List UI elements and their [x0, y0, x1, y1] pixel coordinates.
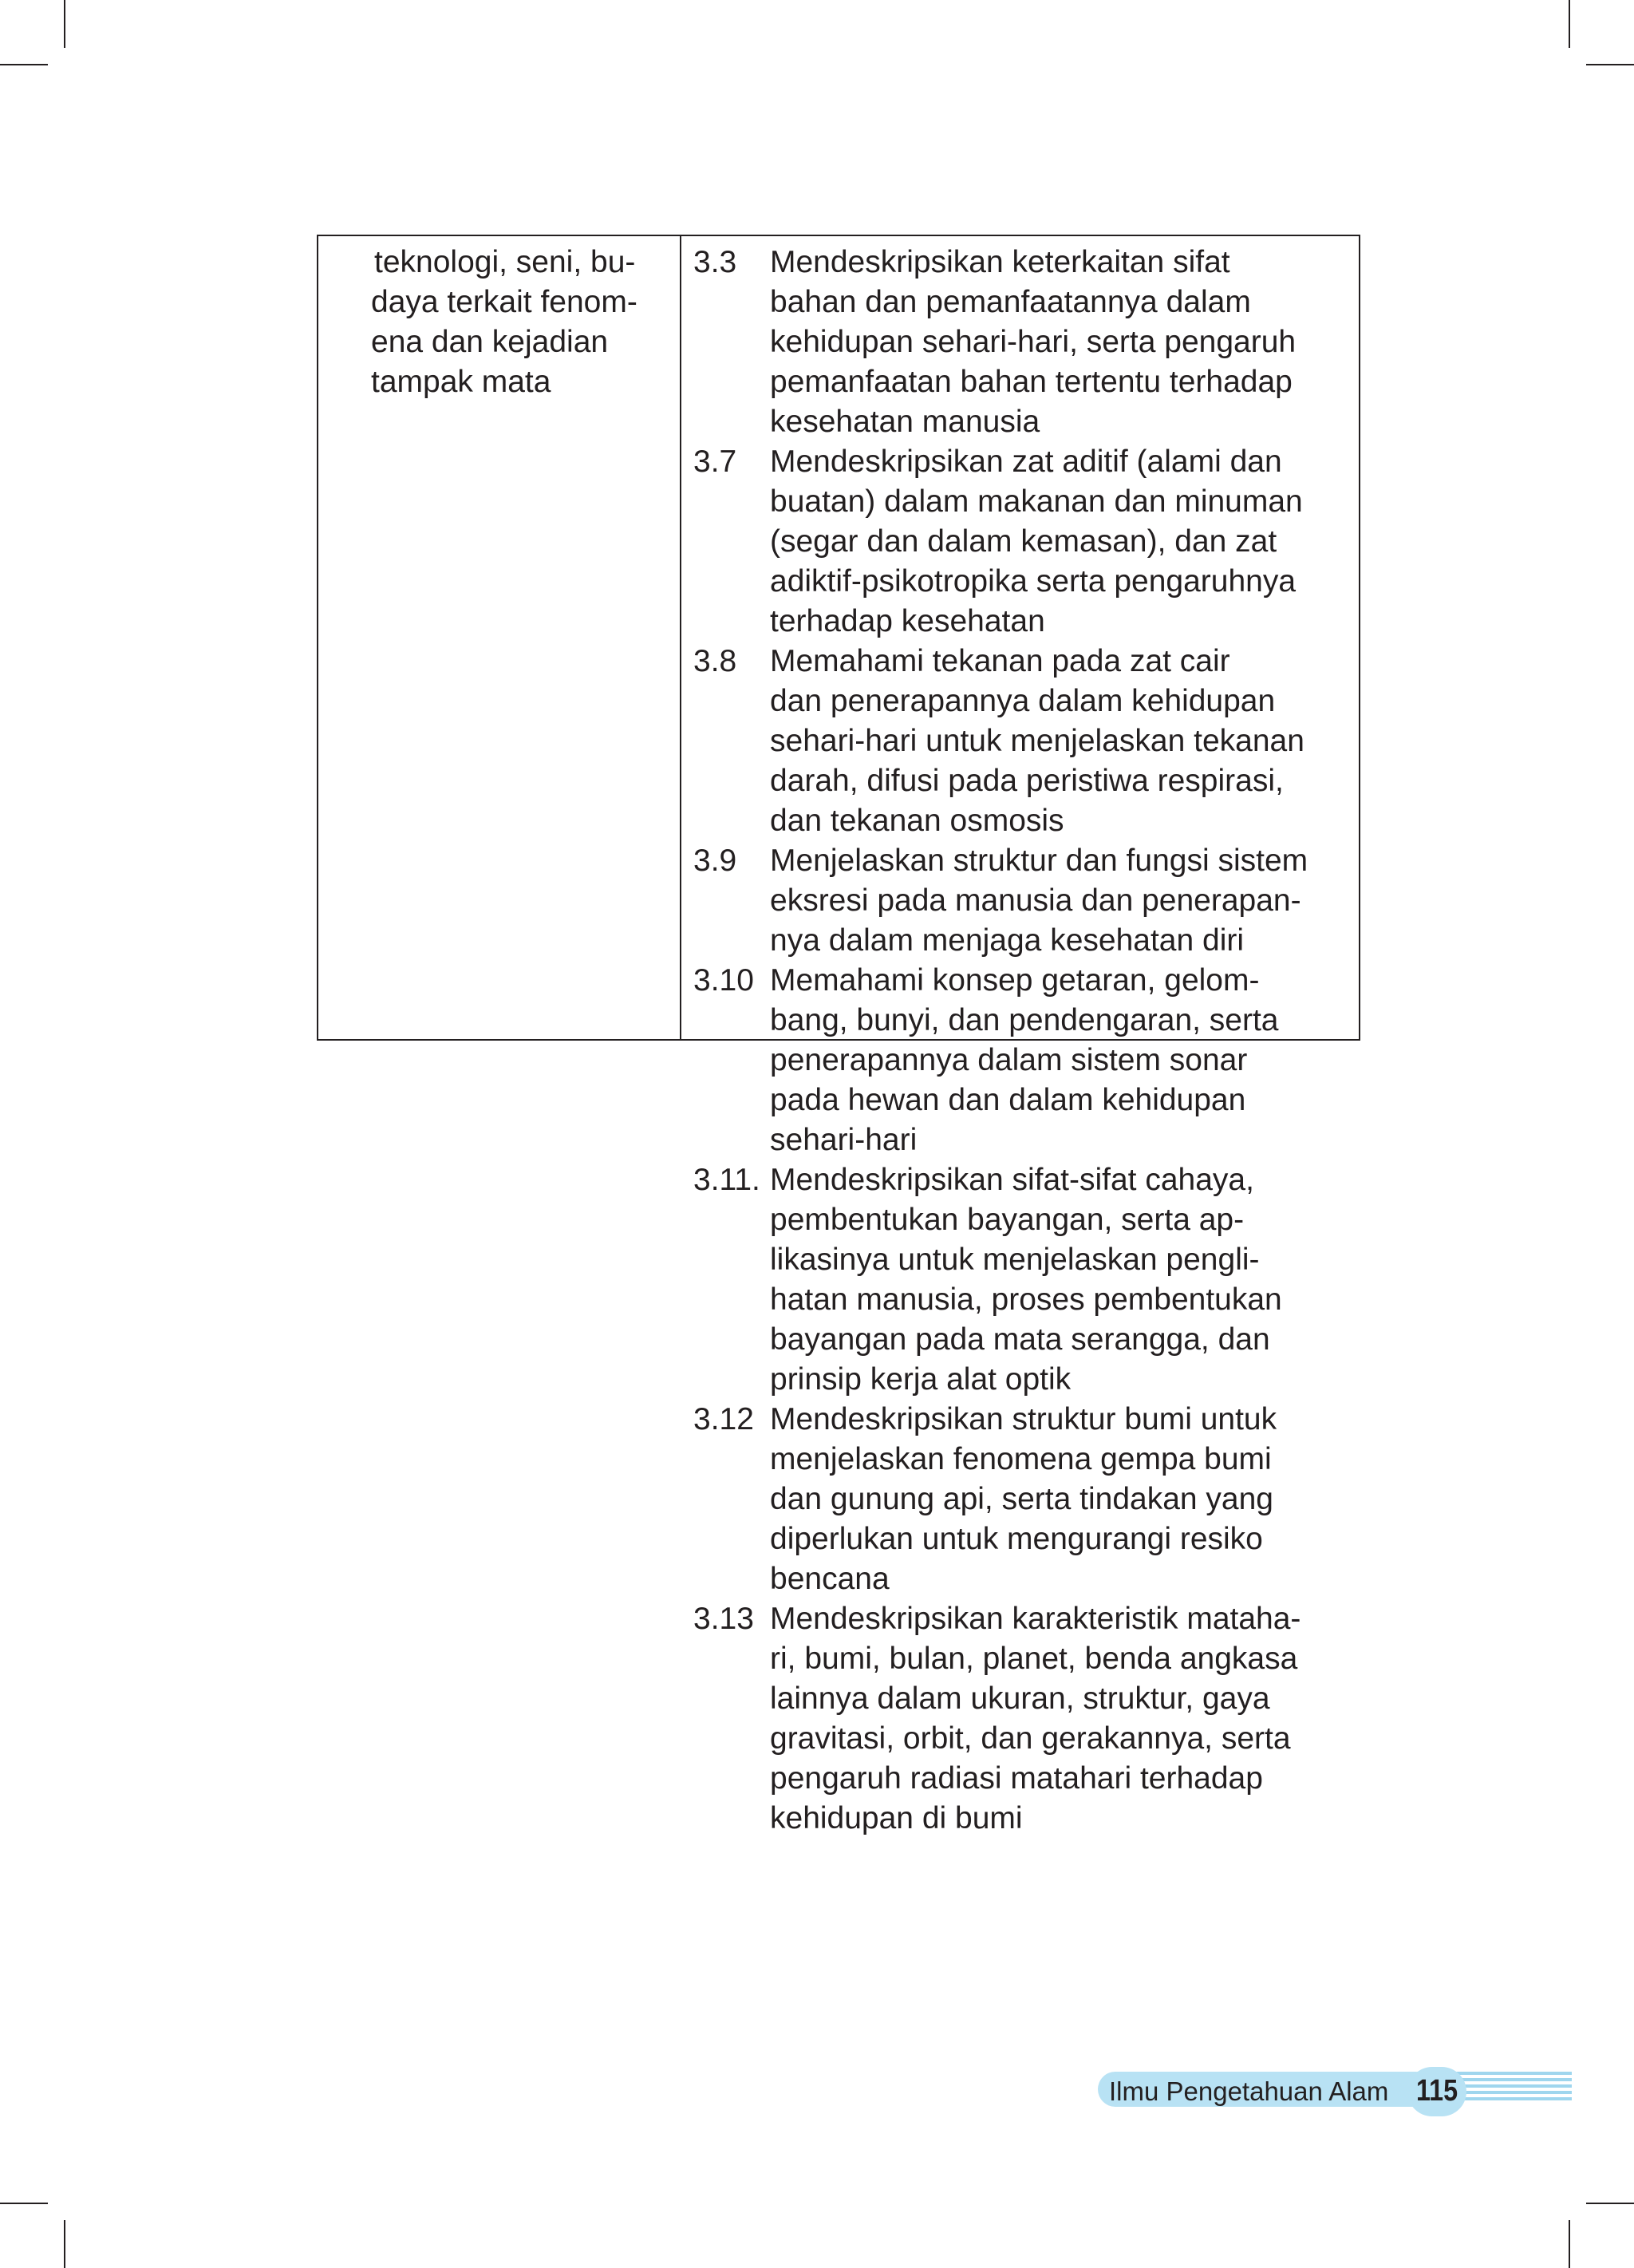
item-number: 3.11.: [693, 1163, 760, 1197]
right-cell: [693, 243, 1356, 1839]
item-line: Memahami tekanan pada zat cair: [770, 644, 1230, 678]
item-line: lainnya dalam ukuran, struktur, gaya: [770, 1681, 1270, 1716]
left-cell-line: daya terkait fenom-: [371, 285, 637, 319]
item-line: diperlukan untuk mengurangi resiko: [770, 1522, 1263, 1556]
item-line: sehari-hari: [770, 1123, 918, 1157]
item-number: 3.12: [693, 1402, 754, 1436]
item-line: gravitasi, orbit, dan gerakannya, serta: [770, 1721, 1291, 1756]
competency-item: [693, 841, 1356, 961]
item-line: nya dalam menjaga kesehatan diri: [770, 923, 1245, 958]
item-number: 3.3: [693, 245, 737, 279]
crop-mark: [64, 0, 65, 48]
competency-item: [693, 1160, 1356, 1400]
item-number: 3.7: [693, 445, 737, 479]
left-cell-line: tampak mata: [371, 365, 551, 399]
competency-item: [693, 1400, 1356, 1599]
item-number: 3.9: [693, 844, 737, 878]
item-line: Memahami konsep getaran, gelom-: [770, 963, 1260, 998]
item-line: dan gunung api, serta tindakan yang: [770, 1482, 1273, 1516]
item-line: Mendeskripsikan zat aditif (alami dan: [770, 445, 1282, 479]
crop-mark: [0, 64, 48, 65]
item-line: sehari-hari untuk menjelaskan tekanan: [770, 724, 1304, 758]
item-line: kesehatan manusia: [770, 405, 1040, 439]
crop-mark: [1569, 0, 1570, 48]
item-line: ri, bumi, bulan, planet, benda angkasa: [770, 1642, 1298, 1676]
item-line: dan tekanan osmosis: [770, 804, 1064, 838]
item-line: terhadap kesehatan: [770, 604, 1045, 638]
item-line: likasinya untuk menjelaskan pengli-: [770, 1243, 1260, 1277]
left-cell: [371, 243, 666, 402]
crop-mark: [64, 2220, 65, 2268]
crop-mark: [1586, 64, 1634, 65]
item-line: buatan) dalam makanan dan minuman: [770, 484, 1303, 519]
competency-item: [693, 642, 1356, 841]
item-line: dan penerapannya dalam kehidupan: [770, 684, 1276, 718]
competency-item: [693, 961, 1356, 1160]
item-line: Mendeskripsikan keterkaitan sifat: [770, 245, 1230, 279]
crop-mark: [1586, 2203, 1634, 2204]
left-cell-line: teknologi, seni, bu-: [374, 245, 636, 279]
item-line: bencana: [770, 1562, 890, 1596]
subject-title: Ilmu Pengetahuan Alam: [1109, 2076, 1389, 2106]
item-line: pemanfaatan bahan tertentu terhadap: [770, 365, 1293, 399]
item-number: 3.8: [693, 644, 737, 678]
item-line: prinsip kerja alat optik: [770, 1362, 1072, 1397]
column-divider: [680, 236, 681, 1039]
crop-mark: [1569, 2220, 1570, 2268]
competency-item: [693, 1599, 1356, 1839]
item-line: eksresi pada manusia dan penerapan-: [770, 883, 1301, 918]
left-cell-line: ena dan kejadian: [371, 325, 609, 359]
item-line: pada hewan dan dalam kehidupan: [770, 1083, 1246, 1117]
competency-table: [317, 235, 1360, 1835]
item-line: pengaruh radiasi matahari terhadap: [770, 1761, 1263, 1796]
item-line: pembentukan bayangan, serta ap-: [770, 1203, 1245, 1237]
item-line: Menjelaskan struktur dan fungsi sistem: [770, 844, 1308, 878]
item-line: adiktif-psikotropika serta pengaruhnya: [770, 564, 1297, 599]
item-line: bang, bunyi, dan pendengaran, serta: [770, 1003, 1279, 1037]
item-line: penerapannya dalam sistem sonar: [770, 1043, 1248, 1077]
item-line: kehidupan di bumi: [770, 1801, 1023, 1835]
item-number: 3.10: [693, 963, 754, 998]
item-line: Mendeskripsikan struktur bumi untuk: [770, 1402, 1277, 1436]
item-line: kehidupan sehari-hari, serta pengaruh: [770, 325, 1297, 359]
crop-mark: [0, 2203, 48, 2204]
item-line: (segar dan dalam kemasan), dan zat: [770, 524, 1277, 559]
item-line: darah, difusi pada peristiwa respirasi,: [770, 764, 1284, 798]
page-number: 115: [1415, 2074, 1458, 2108]
item-line: bahan dan pemanfaatannya dalam: [770, 285, 1251, 319]
item-line: Mendeskripsikan karakteristik mataha-: [770, 1602, 1301, 1636]
competency-item: [693, 442, 1356, 642]
competency-item: [693, 243, 1356, 442]
item-line: Mendeskripsikan sifat-sifat cahaya,: [770, 1163, 1254, 1197]
page-footer: [1098, 2067, 1572, 2116]
item-number: 3.13: [693, 1602, 754, 1636]
item-line: hatan manusia, proses pembentukan: [770, 1282, 1282, 1317]
item-line: bayangan pada mata serangga, dan: [770, 1322, 1270, 1357]
item-line: menjelaskan fenomena gempa bumi: [770, 1442, 1272, 1476]
